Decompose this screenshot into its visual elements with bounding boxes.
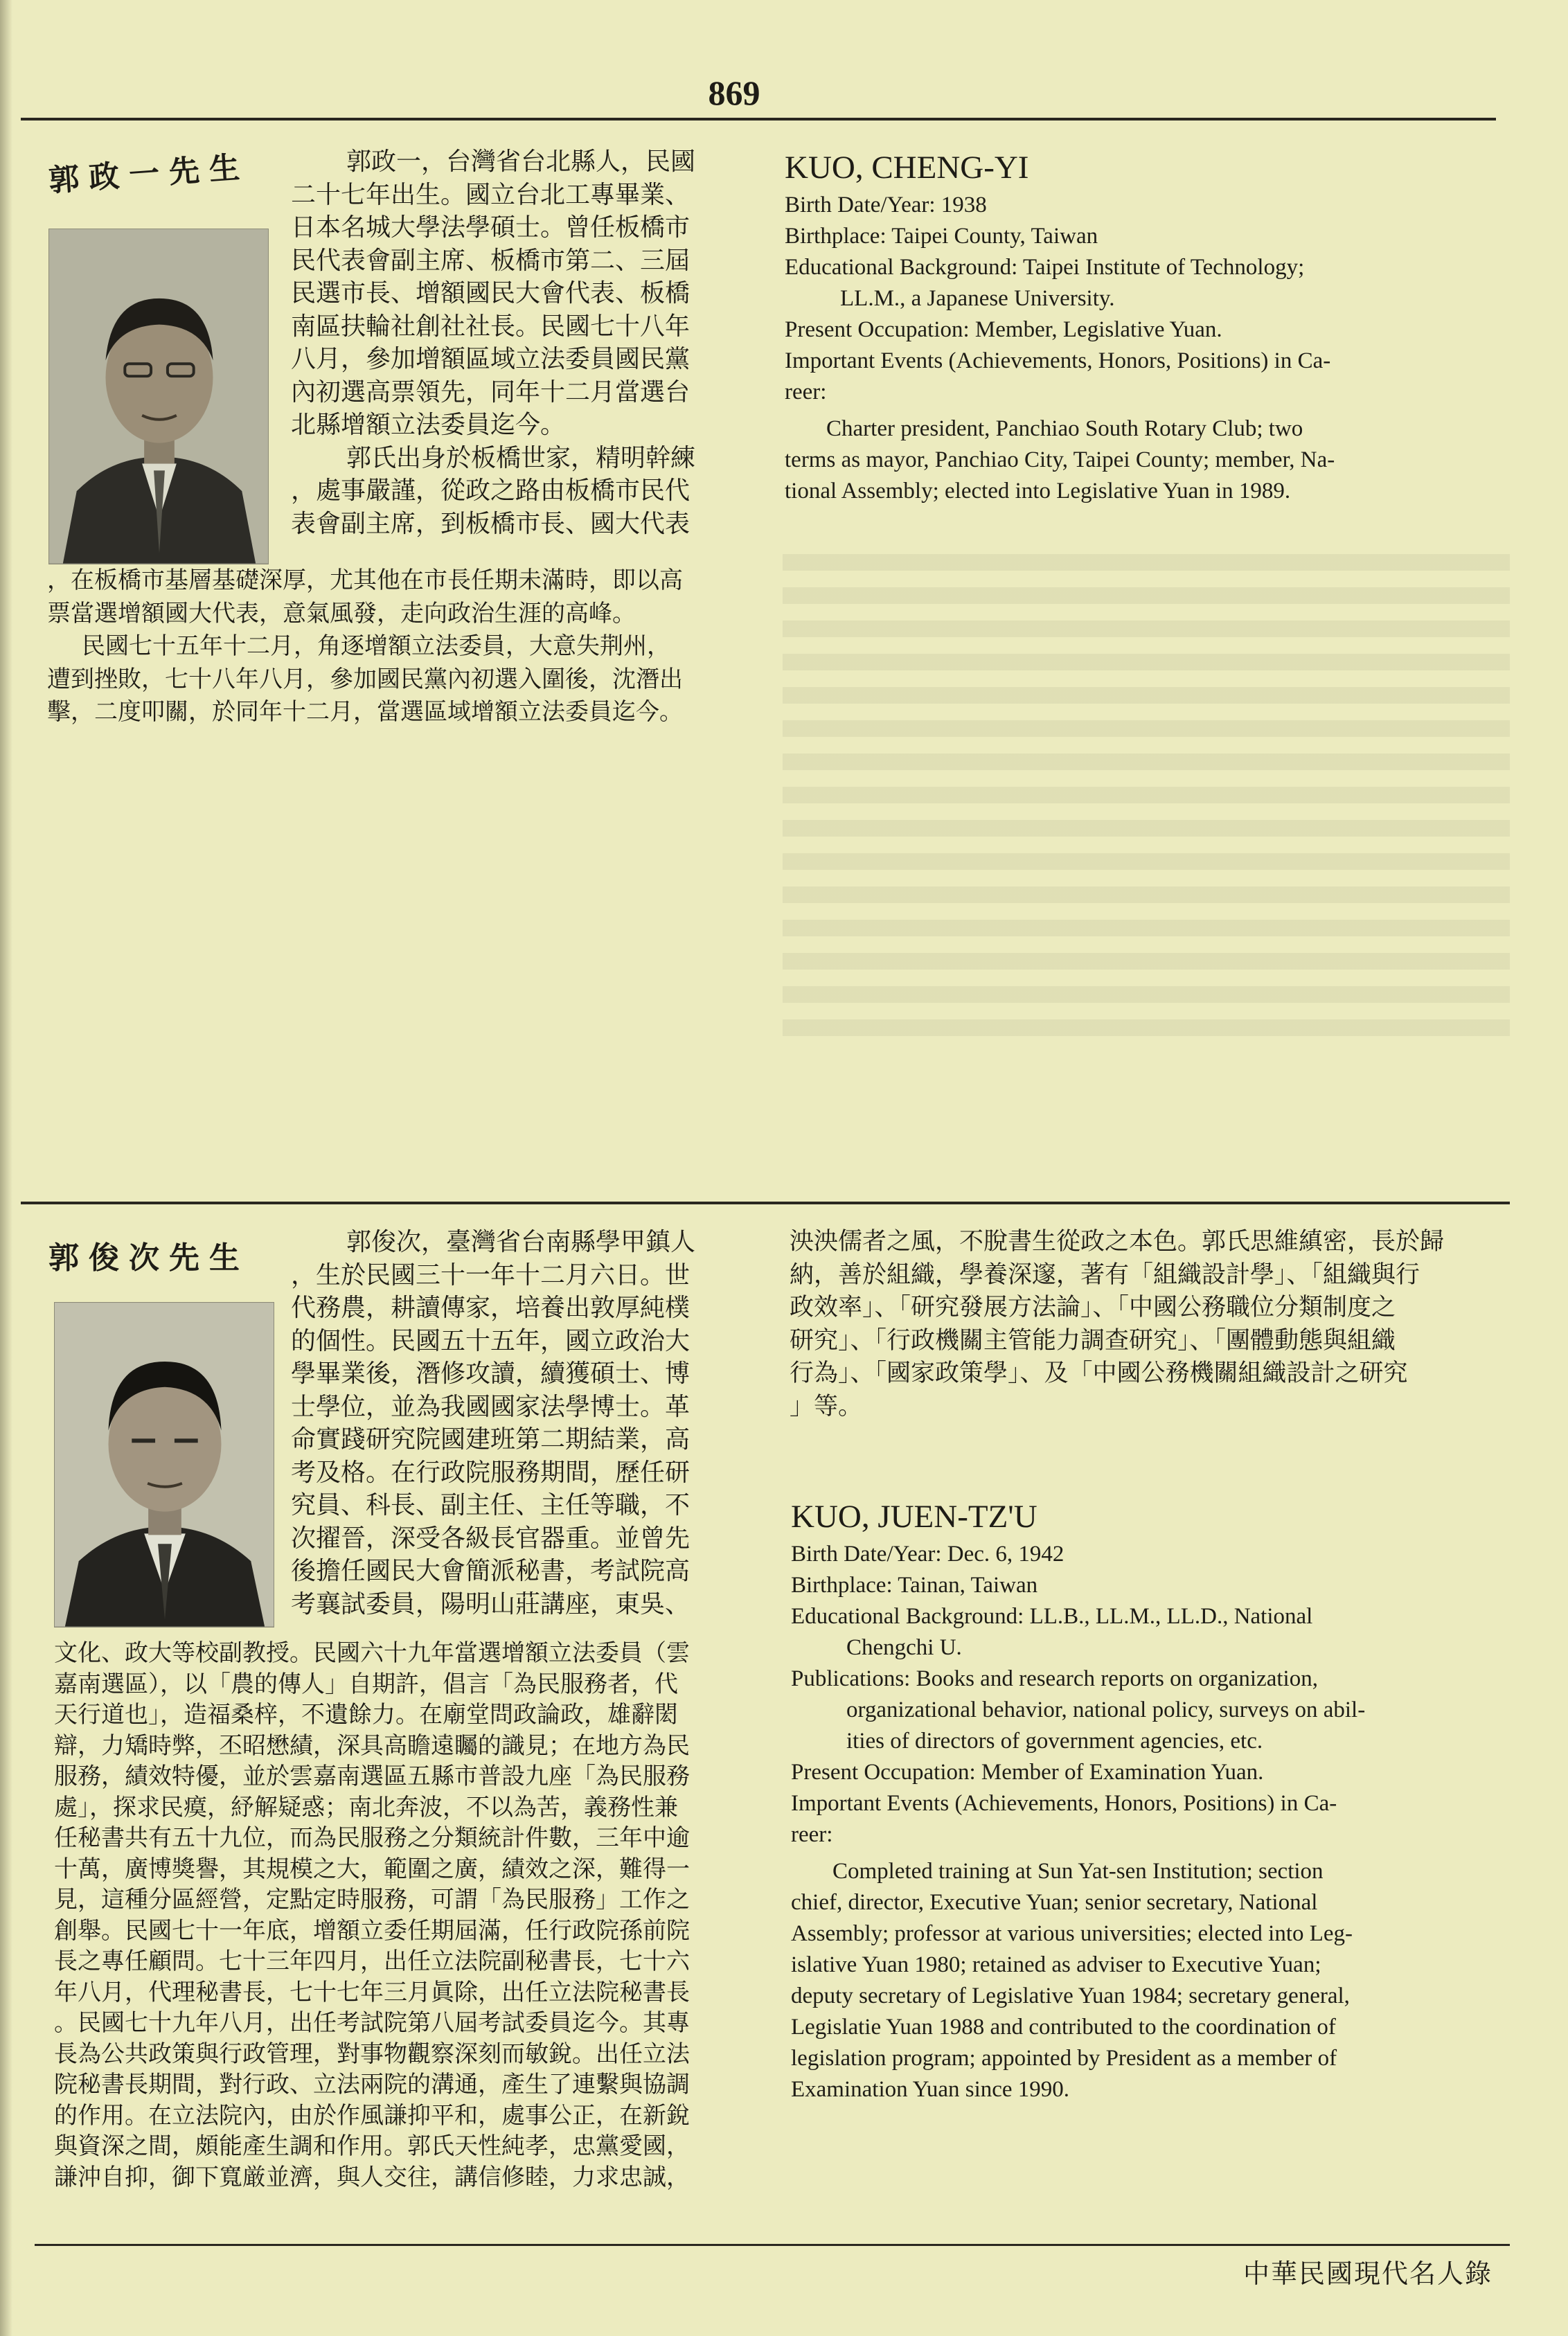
publications-cont: organizational behavior, national policy, surveys on abil- <box>846 1697 1366 1722</box>
events-heading-cont: reer: <box>785 380 827 404</box>
birth-date: Birth Date/Year: 1938 <box>785 193 987 217</box>
events-text: terms as mayor, Panchiao City, Taipei County; member, Na- <box>785 447 1335 472</box>
bio-line: 遭到挫敗，七十八年八月，參加國民黨內初選入圍後，沈潛出 <box>47 665 683 693</box>
bio-chinese-upper <box>291 1226 695 1621</box>
events-text: Completed training at Sun Yat-sen Institution; section <box>832 1859 1324 1884</box>
bio-line: 辯，力矯時弊，丕昭懋績，深具高瞻遠矚的識見；在地方為民 <box>54 1731 690 1760</box>
bio-line: 票當選增額國大代表，意氣風發，走向政治生涯的高峰。 <box>47 599 636 627</box>
portrait-photo <box>54 1302 274 1628</box>
events-heading: Important Events (Achievements, Honors, Positions) in Ca- <box>791 1791 1337 1816</box>
bio-line: 納，善於組織，學養深邃，著有「組織設計學」、「組織與行 <box>790 1260 1420 1289</box>
bio-chinese-upper <box>291 145 695 540</box>
bio-line: 泱泱儒者之風，不脫書生從政之本色。郭氏思維縝密，長於歸 <box>790 1228 1445 1256</box>
birth-date: Birth Date/Year: Dec. 6, 1942 <box>791 1542 1064 1567</box>
events-text: chief, director, Executive Yuan; senior secretary, National <box>791 1890 1318 1915</box>
education: Educational Background: Taipei Institute of Technology; <box>785 255 1305 280</box>
occupation: Present Occupation: Member, Legislative Yuan. <box>785 317 1222 342</box>
bio-line: 內初選高票領先，同年十二月當選台 <box>291 377 691 407</box>
bio-line: 後擔任國民大會簡派秘書，考試院高 <box>291 1557 691 1585</box>
bio-line: 民代表會副主席、板橋市第二、三屆 <box>291 246 691 275</box>
bio-line: 天行道也」，造福桑梓，不遺餘力。在廟堂問政論政，雄辭閎 <box>54 1701 678 1729</box>
bio-line: 次擢晉，深受各級長官器重。並曾先 <box>291 1524 691 1553</box>
events-heading-cont: reer: <box>791 1822 833 1847</box>
bio-line: 究員、科長、副主任、主任等職，不 <box>291 1491 691 1519</box>
bio-line: 北縣增額立法委員迄今。 <box>291 411 566 439</box>
bio-line: 」等。 <box>790 1392 863 1420</box>
bio-line: 郭俊次，臺灣省台南縣學甲鎮人 <box>346 1228 696 1256</box>
bio-line: 郭氏出身於板橋世家，精明幹練 <box>346 443 696 472</box>
bio-chinese-lower <box>54 1638 690 2193</box>
education: Educational Background: LL.B., LL.M., LL.D., National <box>791 1604 1313 1629</box>
entry-name-english: KUO, JUEN-TZ'U <box>791 1499 1037 1535</box>
bleed-through-texture <box>783 554 1510 1053</box>
book-title-footer: 中華民國現代名人錄 <box>1243 2258 1493 2289</box>
bio-line: ，處事嚴謹，從政之路由板橋市民代 <box>291 476 691 505</box>
entry-name-chinese: 郭政一先生 <box>47 149 251 199</box>
bio-line: 處」，探求民瘼，紓解疑惑；南北奔波，不以為苦，義務性兼 <box>54 1793 678 1821</box>
events-text: Examination Yuan since 1990. <box>791 2077 1070 2102</box>
bio-line: 的作用。在立法院內，由於作風謙抑平和，處事公正，在新銳 <box>54 2101 690 2130</box>
bio-line: 嘉南選區），以「農的傳人」自期許，倡言「為民服務者，代 <box>54 1670 678 1698</box>
bio-line: 命實踐研究院國建班第二期結業，高 <box>291 1425 691 1454</box>
portrait-icon <box>49 229 268 564</box>
birthplace: Birthplace: Tainan, Taiwan <box>791 1573 1038 1598</box>
events-text: tional Assembly; elected into Legislative Yuan in 1989. <box>785 479 1291 503</box>
portrait-photo <box>48 229 269 564</box>
bio-line: 民國七十五年十二月，角逐增額立法委員，大意失荆州， <box>82 632 670 660</box>
bio-line: 文化、政大等校副教授。民國六十九年當選增額立法委員（雲 <box>54 1639 690 1667</box>
publications: Publications: Books and research reports on organization, <box>791 1666 1318 1691</box>
portrait-icon <box>55 1303 274 1627</box>
bio-english <box>785 147 1335 507</box>
bio-line: 年八月，代理秘書長，七十七年三月眞除，出任立法院秘書長 <box>54 1978 690 2006</box>
bio-line: 日本名城大學法學碩士。曾任板橋市 <box>291 213 691 242</box>
bio-line: 院秘書長期間，對行政、立法兩院的溝通，產生了連繫與協調 <box>54 2071 690 2098</box>
birthplace: Birthplace: Taipei County, Taiwan <box>785 224 1098 249</box>
bio-line: 考及格。在行政院服務期間，歷任研 <box>291 1458 691 1487</box>
bio-line: 政效率」、「研究發展方法論」、「中國公務職位分類制度之 <box>790 1294 1396 1321</box>
bio-line: 代務農，耕讀傳家，培養出敦厚純樸 <box>291 1294 691 1322</box>
bio-chinese-continued <box>790 1226 1444 1423</box>
page-number: 869 <box>708 73 760 112</box>
entry-name-chinese: 郭俊次先生 <box>48 1240 249 1276</box>
bio-english <box>791 1496 1365 2105</box>
bio-line: 二十七年出生。國立台北工專畢業、 <box>291 180 691 209</box>
bio-line: 學畢業後，潛修攻讀，續獲碩士、博 <box>291 1359 691 1388</box>
bio-line: 的個性。民國五十五年，國立政治大 <box>291 1326 691 1355</box>
bio-line: 研究」、「行政機關主管能力調查研究」、「團體動態與組織 <box>790 1326 1396 1355</box>
events-text: islative Yuan 1980; retained as adviser to Executive Yuan; <box>791 1952 1321 1977</box>
top-rule <box>21 118 1496 121</box>
bio-line: 八月，參加增額區域立法委員國民黨 <box>291 345 691 373</box>
events-text: Legislatie Yuan 1988 and contributed to the coordination of <box>791 2015 1336 2040</box>
bio-line: 服務，績效特優，並於雲嘉南選區五縣市普設九座「為民服務 <box>54 1763 690 1790</box>
bio-line: 。民國七十九年八月，出任考試院第八屆考試委員迄今。其專 <box>54 2009 690 2037</box>
bio-line: ，在板橋市基層基礎深厚，尤其他在市長任期未滿時，即以高 <box>47 567 683 594</box>
events-text: legislation program; appointed by President as a member of <box>791 2046 1337 2071</box>
bio-line: 考襄試委員，陽明山莊講座，東吳、 <box>291 1589 691 1619</box>
bio-line: 南區扶輪社創社社長。民國七十八年 <box>291 312 691 341</box>
education-cont: LL.M., a Japanese University. <box>840 286 1115 311</box>
bio-chinese-lower <box>47 564 683 729</box>
events-text: deputy secretary of Legislative Yuan 1984; secretary general, <box>791 1983 1350 2008</box>
bio-line: 表會副主席，到板橋市長、國大代表 <box>291 509 691 538</box>
bio-line: 郭政一，台灣省台北縣人，民國 <box>346 148 696 176</box>
entry-divider <box>21 1202 1510 1204</box>
bio-line: 與資深之間，頗能產生調和作用。郭氏天性純孝，忠黨愛國， <box>54 2132 690 2160</box>
occupation: Present Occupation: Member of Examination Yuan. <box>791 1760 1264 1785</box>
bio-line: 十萬，廣博獎譽，其規模之大，範圍之廣，績效之深，難得一 <box>54 1855 690 1883</box>
publications-cont: ities of directors of government agencies, etc. <box>846 1729 1263 1754</box>
events-text: Assembly; professor at various universities; elected into Leg- <box>791 1921 1353 1946</box>
binding-shadow <box>0 0 12 2336</box>
bio-line: 任秘書共有五十九位，而為民服務之分類統計件數，三年中逾 <box>54 1824 690 1852</box>
bio-line: 行為」、「國家政策學」、及「中國公務機關組織設計之研究 <box>790 1359 1408 1387</box>
bottom-rule <box>35 2244 1510 2246</box>
bio-line: ，生於民國三十一年十二月六日。世 <box>291 1260 691 1290</box>
bio-line: 長之專任顧問。七十三年四月，出任立法院副秘書長，七十六 <box>54 1947 690 1975</box>
bio-line: 士學位，並為我國國家法學博士。革 <box>291 1392 691 1421</box>
bio-line: 謙沖自抑，御下寬厳並濟，與人交往，講信修睦，力求忠誠， <box>54 2163 690 2191</box>
bio-line: 民選市長、增額國民大會代表、板橋 <box>291 279 691 307</box>
entry-name-english: KUO, CHENG-YI <box>785 150 1029 186</box>
education-cont: Chengchi U. <box>846 1635 962 1660</box>
bio-line: 見，這種分區經營，定點定時服務，可謂「為民服務」工作之 <box>54 1886 690 1914</box>
events-text: Charter president, Panchiao South Rotary Club; two <box>826 416 1303 441</box>
events-heading: Important Events (Achievements, Honors, Positions) in Ca- <box>785 348 1331 373</box>
bio-line: 長為公共政策與行政管理，對事物觀察深刻而敏銳。出任立法 <box>54 2040 690 2068</box>
bio-line: 擊，二度叩關，於同年十二月，當選區域增額立法委員迄今。 <box>47 698 683 726</box>
bio-line: 創舉。民國七十一年底，增額立委任期屆滿，任行政院孫前院 <box>54 1916 690 1945</box>
